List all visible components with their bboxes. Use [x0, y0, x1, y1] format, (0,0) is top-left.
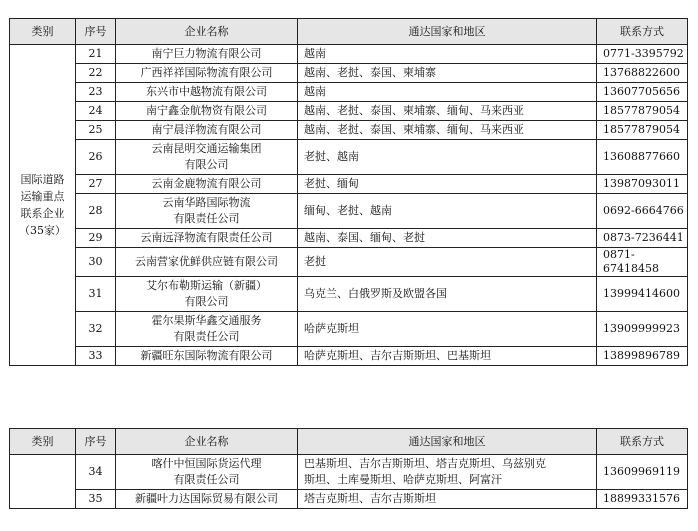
regions-cell: [298, 490, 597, 509]
phone-cell: 13987093011: [597, 175, 688, 194]
category-line: （35家）: [19, 224, 66, 237]
table-row: [10, 64, 688, 83]
company-name-line: 喀什中恒国际货运代理: [151, 457, 262, 470]
company-name-line: 有限公司: [184, 295, 229, 308]
category-line: 国际道路: [20, 173, 65, 186]
company-name-cell: [116, 312, 298, 347]
company-name-line: 东兴市中越物流有限公司: [146, 85, 267, 98]
table-row: [10, 490, 688, 509]
company-name-cell: [116, 229, 298, 248]
company-name-cell: [116, 83, 298, 102]
company-name-cell: [116, 140, 298, 175]
header-contact: 联系方式: [597, 19, 688, 45]
company-name-line: 云南华路国际物流: [162, 196, 251, 209]
company-name-line: 南宁巨力物流有限公司: [151, 47, 262, 60]
company-name-cell: [116, 490, 298, 509]
phone-cell: 18577879054: [597, 121, 688, 140]
company-name-line: 云南昆明交通运输集团: [151, 142, 262, 155]
regions-cell: 越南、老挝、泰国、柬埔寨、缅甸、马来西亚: [298, 121, 597, 140]
table-row: [10, 83, 688, 102]
header-contact: 联系方式: [597, 429, 688, 455]
header-seq: 序号: [76, 19, 116, 45]
company-name-cell: [116, 45, 298, 64]
company-name-line: 新疆旺东国际物流有限公司: [140, 349, 273, 362]
company-name-line: 有限公司: [184, 158, 229, 171]
phone-cell: 13607705656: [597, 83, 688, 102]
regions-cell: 哈萨克斯坦: [298, 312, 597, 347]
regions-cell: 越南、老挝、泰国、柬埔寨、缅甸、马来西亚: [298, 102, 597, 121]
regions-cell: 哈萨克斯坦、吉尔吉斯斯坦、巴基斯坦: [298, 347, 597, 366]
table-row: [10, 121, 688, 140]
header-company: 企业名称: [116, 429, 298, 455]
company-name-line: 有限责任公司: [173, 473, 240, 486]
phone-cell: 0873-7236441: [597, 229, 688, 248]
seq-cell: 24: [76, 102, 116, 121]
seq-cell: 27: [76, 175, 116, 194]
regions-cell: 乌克兰、白俄罗斯及欧盟各国: [298, 277, 597, 312]
enterprise-table-1: [9, 18, 688, 366]
table-header-row: [10, 19, 688, 45]
table-row: [10, 277, 688, 312]
regions-cell: 越南、泰国、缅甸、老挝: [298, 229, 597, 248]
phone-cell: 13768822600: [597, 64, 688, 83]
seq-cell: 30: [76, 248, 116, 277]
header-category: 类别: [10, 19, 76, 45]
company-name-line: 云南远泽物流有限责任公司: [140, 231, 273, 244]
table-row: [10, 45, 688, 64]
company-name-cell: [116, 455, 298, 490]
header-regions: 通达国家和地区: [298, 429, 597, 455]
phone-cell: 13899896789: [597, 347, 688, 366]
table-row: [10, 175, 688, 194]
table-row: [10, 312, 688, 347]
regions-cell: 缅甸、老挝、越南: [298, 194, 597, 229]
company-name-cell: [116, 102, 298, 121]
category-line: 联系企业: [20, 207, 65, 220]
phone-cell: 0871-67418458: [597, 248, 688, 277]
regions-line: 斯坦、土库曼斯坦、哈萨克斯坦、阿富汗: [304, 473, 502, 486]
seq-cell: 33: [76, 347, 116, 366]
company-name-cell: [116, 121, 298, 140]
regions-cell: 老挝、缅甸: [298, 175, 597, 194]
seq-cell: 34: [76, 455, 116, 490]
category-cell: [10, 45, 76, 366]
regions-line: 塔吉克斯坦、吉尔吉斯斯坦: [304, 492, 436, 505]
table-row: [10, 455, 688, 490]
company-name-cell: [116, 277, 298, 312]
header-seq: 序号: [76, 429, 116, 455]
company-name-line: 艾尔布勒斯运输（新疆）: [146, 279, 267, 292]
regions-cell: 越南: [298, 45, 597, 64]
seq-cell: 23: [76, 83, 116, 102]
table-row: [10, 140, 688, 175]
regions-cell: 越南: [298, 83, 597, 102]
company-name-cell: [116, 64, 298, 83]
phone-cell: 0692-6664766: [597, 194, 688, 229]
company-name-line: 有限责任公司: [173, 330, 240, 343]
seq-cell: 29: [76, 229, 116, 248]
company-name-line: 云南营家优鲜供应链有限公司: [135, 255, 278, 268]
phone-cell: 13608877660: [597, 140, 688, 175]
phone-cell: 13609969119: [597, 455, 688, 490]
seq-cell: 21: [76, 45, 116, 64]
seq-cell: 31: [76, 277, 116, 312]
table-row: [10, 194, 688, 229]
company-name-cell: [116, 194, 298, 229]
header-regions: 通达国家和地区: [298, 19, 597, 45]
company-name-line: 有限责任公司: [173, 212, 240, 225]
table-row: [10, 347, 688, 366]
phone-cell: 13999414600: [597, 277, 688, 312]
table-row: [10, 229, 688, 248]
regions-cell: 越南、老挝、泰国、柬埔寨: [298, 64, 597, 83]
category-line: 运输重点: [20, 190, 65, 203]
phone-cell: 0771-3395792: [597, 45, 688, 64]
company-name-line: 霍尔果斯华鑫交通服务: [151, 314, 262, 327]
seq-cell: 28: [76, 194, 116, 229]
regions-line: 巴基斯坦、吉尔吉斯斯坦、塔吉克斯坦、乌兹别克: [304, 457, 546, 470]
phone-cell: 13909999923: [597, 312, 688, 347]
regions-cell: 老挝、越南: [298, 140, 597, 175]
seq-cell: 25: [76, 121, 116, 140]
header-category: 类别: [10, 429, 76, 455]
company-name-cell: [116, 248, 298, 277]
company-name-line: 广西祥祥国际物流有限公司: [140, 66, 273, 79]
header-company: 企业名称: [116, 19, 298, 45]
enterprise-table-2: [9, 428, 688, 509]
seq-cell: 35: [76, 490, 116, 509]
company-name-line: 南宁晨洋物流有限公司: [151, 123, 262, 136]
phone-cell: 18899331576: [597, 490, 688, 509]
company-name-line: 南宁鑫金航物资有限公司: [146, 104, 267, 117]
company-name-cell: [116, 347, 298, 366]
phone-cell: 18577879054: [597, 102, 688, 121]
seq-cell: 22: [76, 64, 116, 83]
regions-cell: [298, 455, 597, 490]
seq-cell: 32: [76, 312, 116, 347]
category-cell: [10, 455, 76, 509]
company-name-cell: [116, 175, 298, 194]
table-header-row: [10, 429, 688, 455]
regions-cell: 老挝: [298, 248, 597, 277]
table-row: [10, 102, 688, 121]
table-row: [10, 248, 688, 277]
company-name-line: 新疆叶力达国际贸易有限公司: [135, 492, 278, 505]
company-name-line: 云南金鹿物流有限公司: [151, 177, 262, 190]
seq-cell: 26: [76, 140, 116, 175]
